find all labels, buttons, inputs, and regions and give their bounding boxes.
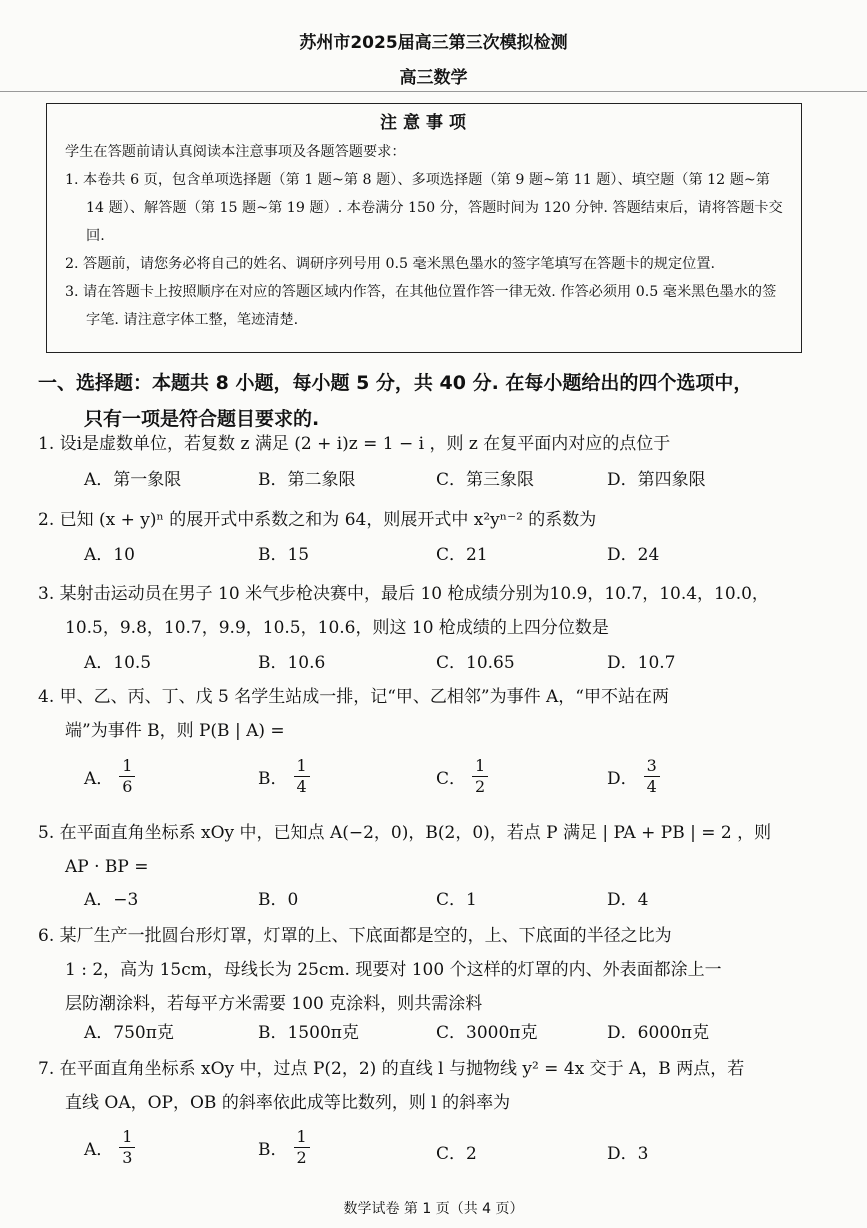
question-3: [38, 577, 818, 645]
exam-title: 苏州市2025届高三第三次模拟检测: [299, 33, 568, 53]
option-d[interactable]: D．6000π克: [607, 1023, 710, 1043]
question-6-line1: 6. 某厂生产一批圆台形灯罩，灯罩的上、下底面都是空的，上、下底面的半径之比为: [38, 926, 672, 946]
header-divider: [0, 91, 867, 92]
option-c[interactable]: C．21: [436, 545, 488, 565]
option-b[interactable]: B．第二象限: [258, 470, 356, 490]
option-c[interactable]: C．10.65: [436, 653, 515, 673]
notice-heading: 注意事项: [380, 113, 472, 133]
question-5-options: [84, 885, 824, 919]
option-a[interactable]: A．−3: [84, 890, 139, 910]
exam-subtitle: 高三数学: [399, 68, 468, 88]
option-a[interactable]: A．10.5: [84, 653, 152, 673]
option-b[interactable]: B．1500π克: [258, 1023, 359, 1043]
question-2-options: [84, 540, 824, 574]
question-7-options: [84, 1127, 824, 1183]
option-c[interactable]: C．3000π克: [436, 1023, 538, 1043]
question-6-options: [84, 1018, 824, 1052]
question-3-line2: 10.5，9.8，10.7，9.9，10.5，10.6，则这 10 枪成绩的上四分位数是: [65, 618, 609, 638]
option-c[interactable]: C．第三象限: [436, 470, 535, 490]
option-d[interactable]: D．4: [607, 890, 649, 910]
question-1-options: [84, 465, 824, 499]
question-6-line2: 1 : 2，高为 15cm，母线长为 25cm. 现要对 100 个这样的灯罩的内、外表面都涂上一: [65, 960, 722, 980]
fraction: $\frac{1}{6}$: [119, 756, 135, 797]
fraction: $\frac{1}{4}$: [294, 756, 310, 797]
page-footer: 数学试卷 第 1 页（共 4 页）: [343, 1201, 524, 1217]
option-b[interactable]: B．0: [258, 890, 299, 910]
notice-item-3: 3. 请在答题卡上按照顺序在对应的答题区域内作答，在其他位置作答一律无效. 作答必须用 0.5 毫米黑色墨水的签字笔. 请注意字体工整，笔迹清楚.: [65, 284, 777, 328]
question-6: [38, 919, 818, 1021]
question-1-text: 1. 设i是虚数单位，若复数 z 满足 (2 + i)z = 1 − i ，则 z 在复平面内对应的点位于: [38, 434, 671, 454]
question-7-line2: 直线 OA，OP，OB 的斜率依此成等比数列，则 l 的斜率为: [65, 1093, 511, 1113]
question-4: [38, 680, 818, 748]
notice-item-1: 1. 本卷共 6 页，包含单项选择题（第 1 题~第 8 题）、多项选择题（第 9 题~第 11 题）、填空题（第 12 题~第 14 题）、解答题（第 15 题~第 19 题）. 本卷满分 150 分，答题时间为 120 分钟. 答题结束后，请将答题卡交回.: [65, 172, 783, 244]
question-3-options: [84, 648, 824, 682]
fraction: $\frac{1}{3}$: [119, 1127, 135, 1168]
option-a[interactable]: A．750π克: [84, 1023, 174, 1043]
question-7-line1: 7. 在平面直角坐标系 xOy 中，过点 P(2，2) 的直线 l 与抛物线 y² = 4x 交于 A，B 两点，若: [38, 1059, 745, 1079]
option-a[interactable]: A． $\frac{1}{3}$: [84, 1127, 135, 1168]
question-6-line3: 层防潮涂料，若每平方米需要 100 克涂料，则共需涂料: [65, 994, 483, 1014]
question-3-line1: 3. 某射击运动员在男子 10 米气步枪决赛中，最后 10 枪成绩分别为10.9，10.7，10.4，10.0，: [38, 584, 769, 604]
option-a[interactable]: A． $\frac{1}{6}$: [84, 756, 135, 797]
option-c[interactable]: C．1: [436, 890, 477, 910]
question-2-text: 2. 已知 (x + y)ⁿ 的展开式中系数之和为 64，则展开式中 x²yⁿ⁻² 的系数为: [38, 510, 597, 530]
option-c[interactable]: C．2: [436, 1144, 477, 1164]
question-2: [38, 503, 818, 537]
option-a[interactable]: A．10: [84, 545, 135, 565]
option-b[interactable]: B． $\frac{1}{2}$: [258, 1127, 310, 1168]
question-5-line1: 5. 在平面直角坐标系 xOy 中，已知点 A(−2，0)，B(2，0)，若点 P 满足 | PA + PB | = 2 ，则: [38, 823, 772, 843]
fraction: $\frac{1}{2}$: [294, 1127, 310, 1168]
fraction: $\frac{1}{2}$: [472, 756, 488, 797]
notice-item-2: 2. 答题前，请您务必将自己的姓名、调研序列号用 0.5 毫米黑色墨水的签字笔填写在答题卡的规定位置.: [65, 256, 716, 272]
question-5-line2: AP · BP =: [65, 857, 149, 877]
option-d[interactable]: D．24: [607, 545, 660, 565]
question-1: [38, 427, 818, 461]
question-7: [38, 1052, 818, 1120]
option-d[interactable]: D． $\frac{3}{4}$: [607, 756, 660, 797]
option-b[interactable]: B．15: [258, 545, 310, 565]
option-d[interactable]: D．10.7: [607, 653, 676, 673]
option-d[interactable]: D．第四象限: [607, 470, 706, 490]
option-d[interactable]: D．3: [607, 1144, 649, 1164]
option-a[interactable]: A．第一象限: [84, 470, 182, 490]
option-b[interactable]: B． $\frac{1}{4}$: [258, 756, 310, 797]
question-5: [38, 816, 818, 884]
option-c[interactable]: C． $\frac{1}{2}$: [436, 756, 488, 797]
notice-intro: 学生在答题前请认真阅读本注意事项及各题答题要求：: [65, 144, 406, 160]
question-4-options: [84, 756, 824, 812]
section-heading: 一、选择题：本题共 8 小题，每小题 5 分，共 40 分. 在每小题给出的四个选项中， 只有一项是符合题目要求的.: [38, 372, 753, 430]
option-b[interactable]: B．10.6: [258, 653, 326, 673]
notice-box: [46, 103, 802, 353]
question-4-line2: 端”为事件 B，则 P(B | A) =: [65, 721, 285, 741]
fraction: $\frac{3}{4}$: [644, 756, 660, 797]
question-4-line1: 4. 甲、乙、丙、丁、戊 5 名学生站成一排，记“甲、乙相邻”为事件 A，“甲不站在两: [38, 687, 669, 707]
